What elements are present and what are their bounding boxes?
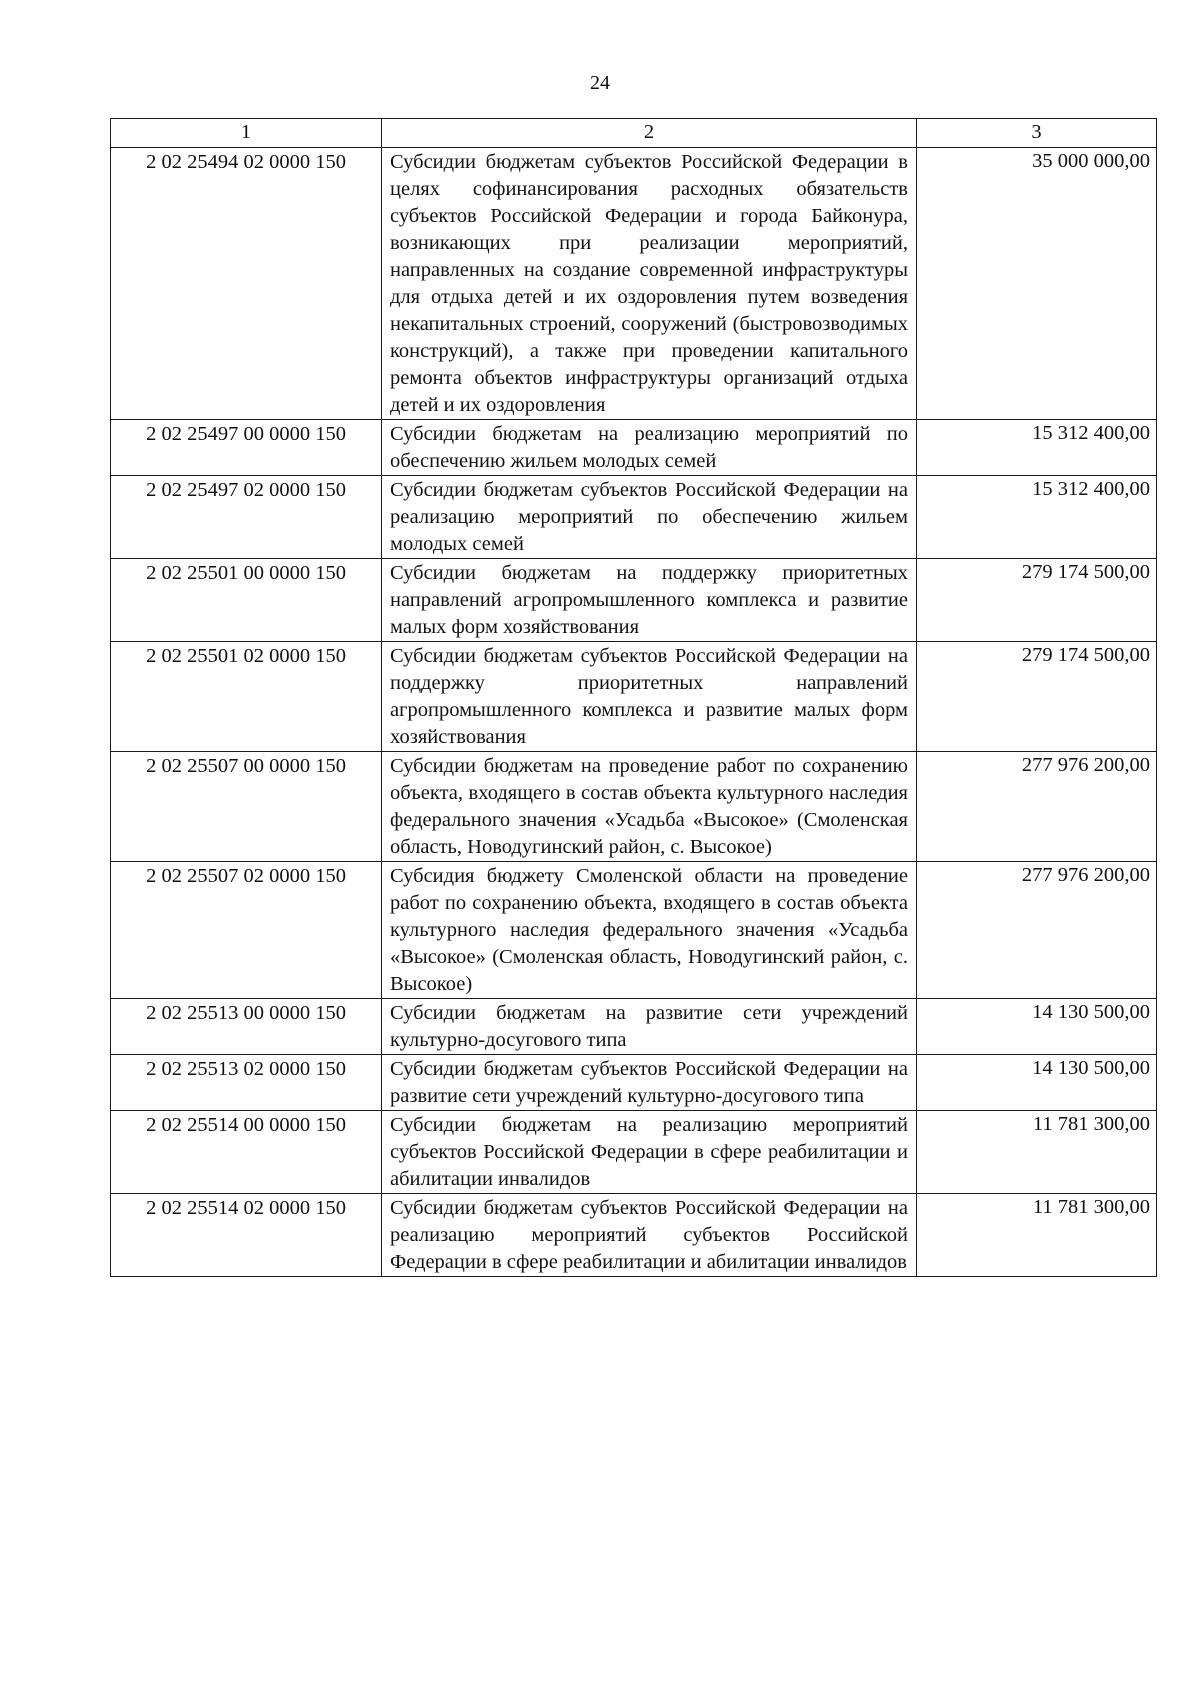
column-header-code: 1	[111, 119, 382, 148]
row-amount: 279 174 500,00	[917, 642, 1157, 752]
page-number: 24	[590, 72, 610, 94]
row-amount: 35 000 000,00	[917, 148, 1157, 420]
row-amount: 14 130 500,00	[917, 999, 1157, 1055]
row-amount: 14 130 500,00	[917, 1055, 1157, 1111]
row-code: 2 02 25501 02 0000 150	[111, 642, 382, 752]
table-row	[111, 420, 1157, 476]
row-amount: 277 976 200,00	[917, 862, 1157, 999]
row-code: 2 02 25501 00 0000 150	[111, 559, 382, 642]
row-amount: 15 312 400,00	[917, 476, 1157, 559]
row-amount: 11 781 300,00	[917, 1111, 1157, 1194]
row-code: 2 02 25497 00 0000 150	[111, 420, 382, 476]
table-row	[111, 999, 1157, 1055]
row-amount: 277 976 200,00	[917, 752, 1157, 862]
row-code: 2 02 25494 02 0000 150	[111, 148, 382, 420]
row-description: Субсидии бюджетам на реализацию мероприятий по обеспечению жильем молодых семей	[382, 420, 917, 476]
column-header-amount: 3	[917, 119, 1157, 148]
row-description: Субсидии бюджетам на реализацию мероприятий субъектов Российской Федерации в сфере реабилитации и абилитации инвалидов	[382, 1111, 917, 1194]
table-row	[111, 1111, 1157, 1194]
row-code: 2 02 25507 02 0000 150	[111, 862, 382, 999]
row-amount: 279 174 500,00	[917, 559, 1157, 642]
row-amount: 15 312 400,00	[917, 420, 1157, 476]
table-row	[111, 862, 1157, 999]
table-row	[111, 1194, 1157, 1277]
row-description: Субсидии бюджетам субъектов Российской Федерации на реализацию мероприятий по обеспечению жильем молодых семей	[382, 476, 917, 559]
row-description: Субсидии бюджетам субъектов Российской Федерации на развитие сети учреждений культурно-досугового типа	[382, 1055, 917, 1111]
row-description: Субсидия бюджету Смоленской области на проведение работ по сохранению объекта, входящего в состав объекта культурного наследия федерального значения «Усадьба «Высокое» (Смоленская область, Новодугинский район, с. Высокое)	[382, 862, 917, 999]
row-description: Субсидии бюджетам на развитие сети учреждений культурно-досугового типа	[382, 999, 917, 1055]
table-row	[111, 559, 1157, 642]
table-row	[111, 1055, 1157, 1111]
row-amount: 11 781 300,00	[917, 1194, 1157, 1277]
row-code: 2 02 25513 00 0000 150	[111, 999, 382, 1055]
row-code: 2 02 25514 00 0000 150	[111, 1111, 382, 1194]
row-code: 2 02 25513 02 0000 150	[111, 1055, 382, 1111]
row-description: Субсидии бюджетам на проведение работ по сохранению объекта, входящего в состав объекта культурного наследия федерального значения «Усадьба «Высокое» (Смоленская область, Новодугинский район, с. Высокое)	[382, 752, 917, 862]
column-header-description: 2	[382, 119, 917, 148]
row-code: 2 02 25514 02 0000 150	[111, 1194, 382, 1277]
table-row	[111, 752, 1157, 862]
row-description: Субсидии бюджетам субъектов Российской Федерации на реализацию мероприятий субъектов Российской Федерации в сфере реабилитации и абилитации инвалидов	[382, 1194, 917, 1277]
table-row	[111, 642, 1157, 752]
row-code: 2 02 25507 00 0000 150	[111, 752, 382, 862]
row-description: Субсидии бюджетам субъектов Российской Федерации в целях софинансирования расходных обязательств субъектов Российской Федерации и города Байконура, возникающих при реализации мероприятий, направленных на создание современной инфраструктуры для отдыха детей и их оздоровления путем возведения некапитальных строений, сооружений (быстровозводимых конструкций), а также при проведении капитального ремонта объектов инфраструктуры организаций отдыха детей и их оздоровления	[382, 148, 917, 420]
table-header-row	[111, 119, 1157, 148]
row-code: 2 02 25497 02 0000 150	[111, 476, 382, 559]
row-description: Субсидии бюджетам на поддержку приоритетных направлений агропромышленного комплекса и развитие малых форм хозяйствования	[382, 559, 917, 642]
row-description: Субсидии бюджетам субъектов Российской Федерации на поддержку приоритетных направлений агропромышленного комплекса и развитие малых форм хозяйствования	[382, 642, 917, 752]
table-row	[111, 476, 1157, 559]
table-row	[111, 148, 1157, 420]
budget-revenue-table	[110, 118, 1157, 1277]
